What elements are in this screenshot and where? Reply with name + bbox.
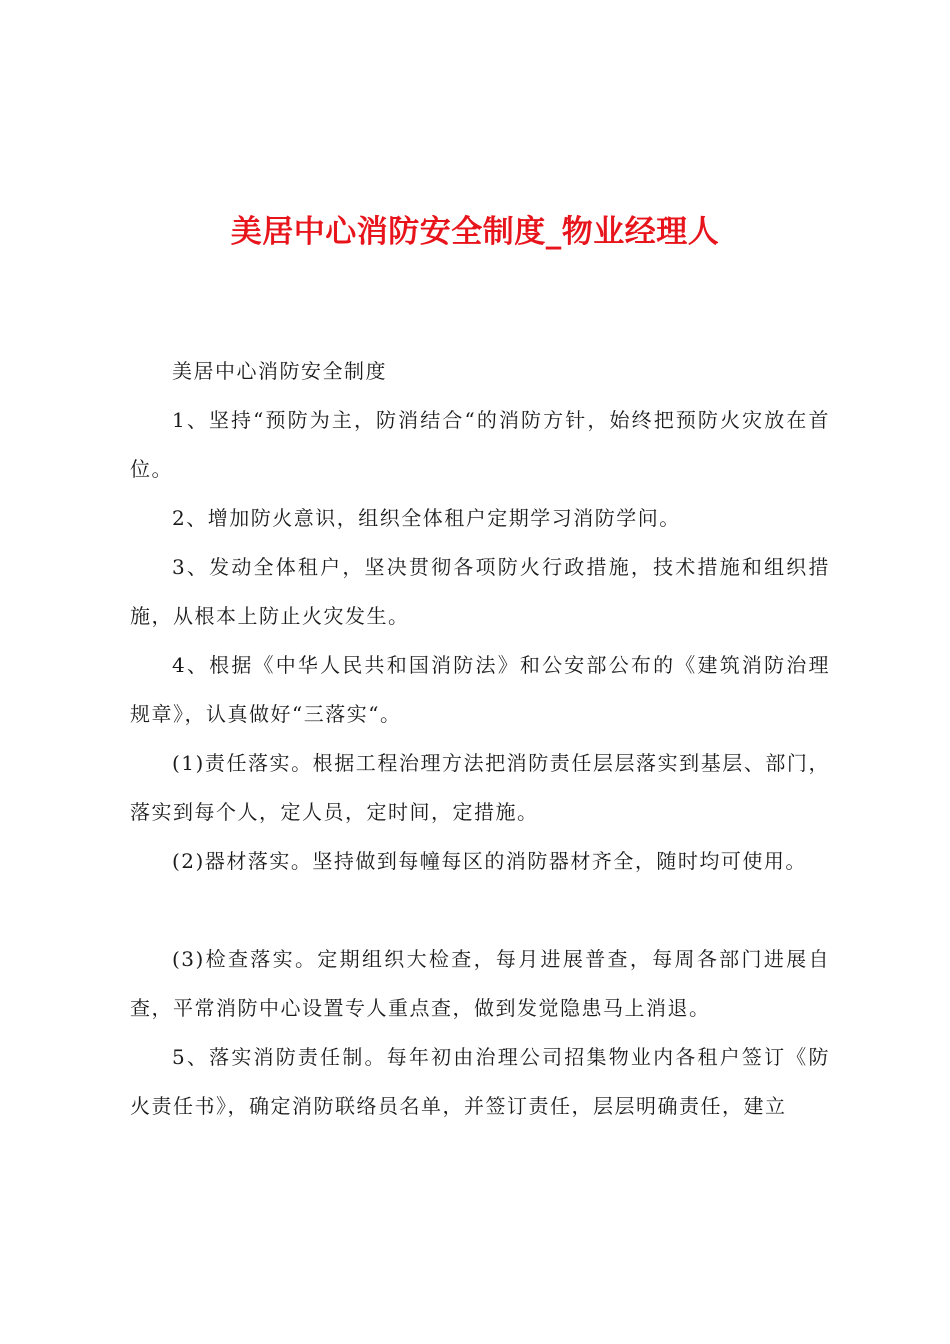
paragraph-subitem-1: (1)责任落实。根据工程治理方法把消防责任层层落实到基层、部门，落实到每个人，定人员，定时间，定措施。 bbox=[130, 751, 830, 824]
paragraph-subitem-3: (3)检查落实。定期组织大检查，每月进展普查，每周各部门进展自查，平常消防中心设置专人重点查，做到发觉隐患马上消退。 bbox=[130, 947, 830, 1020]
paragraph-item-1: 1、坚持“预防为主，防消结合“的消防方针，始终把预防火灾放在首位。 bbox=[130, 408, 830, 481]
paragraph-item-5: 5、落实消防责任制。每年初由治理公司招集物业内各租户签订《防火责任书》，确定消防联络员名单，并签订责任，层层明确责任，建立 bbox=[130, 1045, 830, 1118]
document-title: 美居中心消防安全制度_物业经理人 bbox=[230, 214, 720, 250]
paragraph-item-4: 4、根据《中华人民共和国消防法》和公安部公布的《建筑消防治理规章》，认真做好“三落实“。 bbox=[130, 653, 830, 726]
blank-line bbox=[130, 886, 830, 935]
paragraph-subitem-2: (2)器材落实。坚持做到每幢每区的消防器材齐全，随时均可使用。 bbox=[172, 849, 807, 873]
document-body bbox=[130, 347, 830, 1131]
paragraph-item-2: 2、增加防火意识，组织全体租户定期学习消防学问。 bbox=[172, 506, 681, 530]
paragraph-item-3: 3、发动全体租户，坚决贯彻各项防火行政措施，技术措施和组织措施，从根本上防止火灾发生。 bbox=[130, 555, 830, 628]
section-heading: 美居中心消防安全制度 bbox=[172, 359, 387, 383]
